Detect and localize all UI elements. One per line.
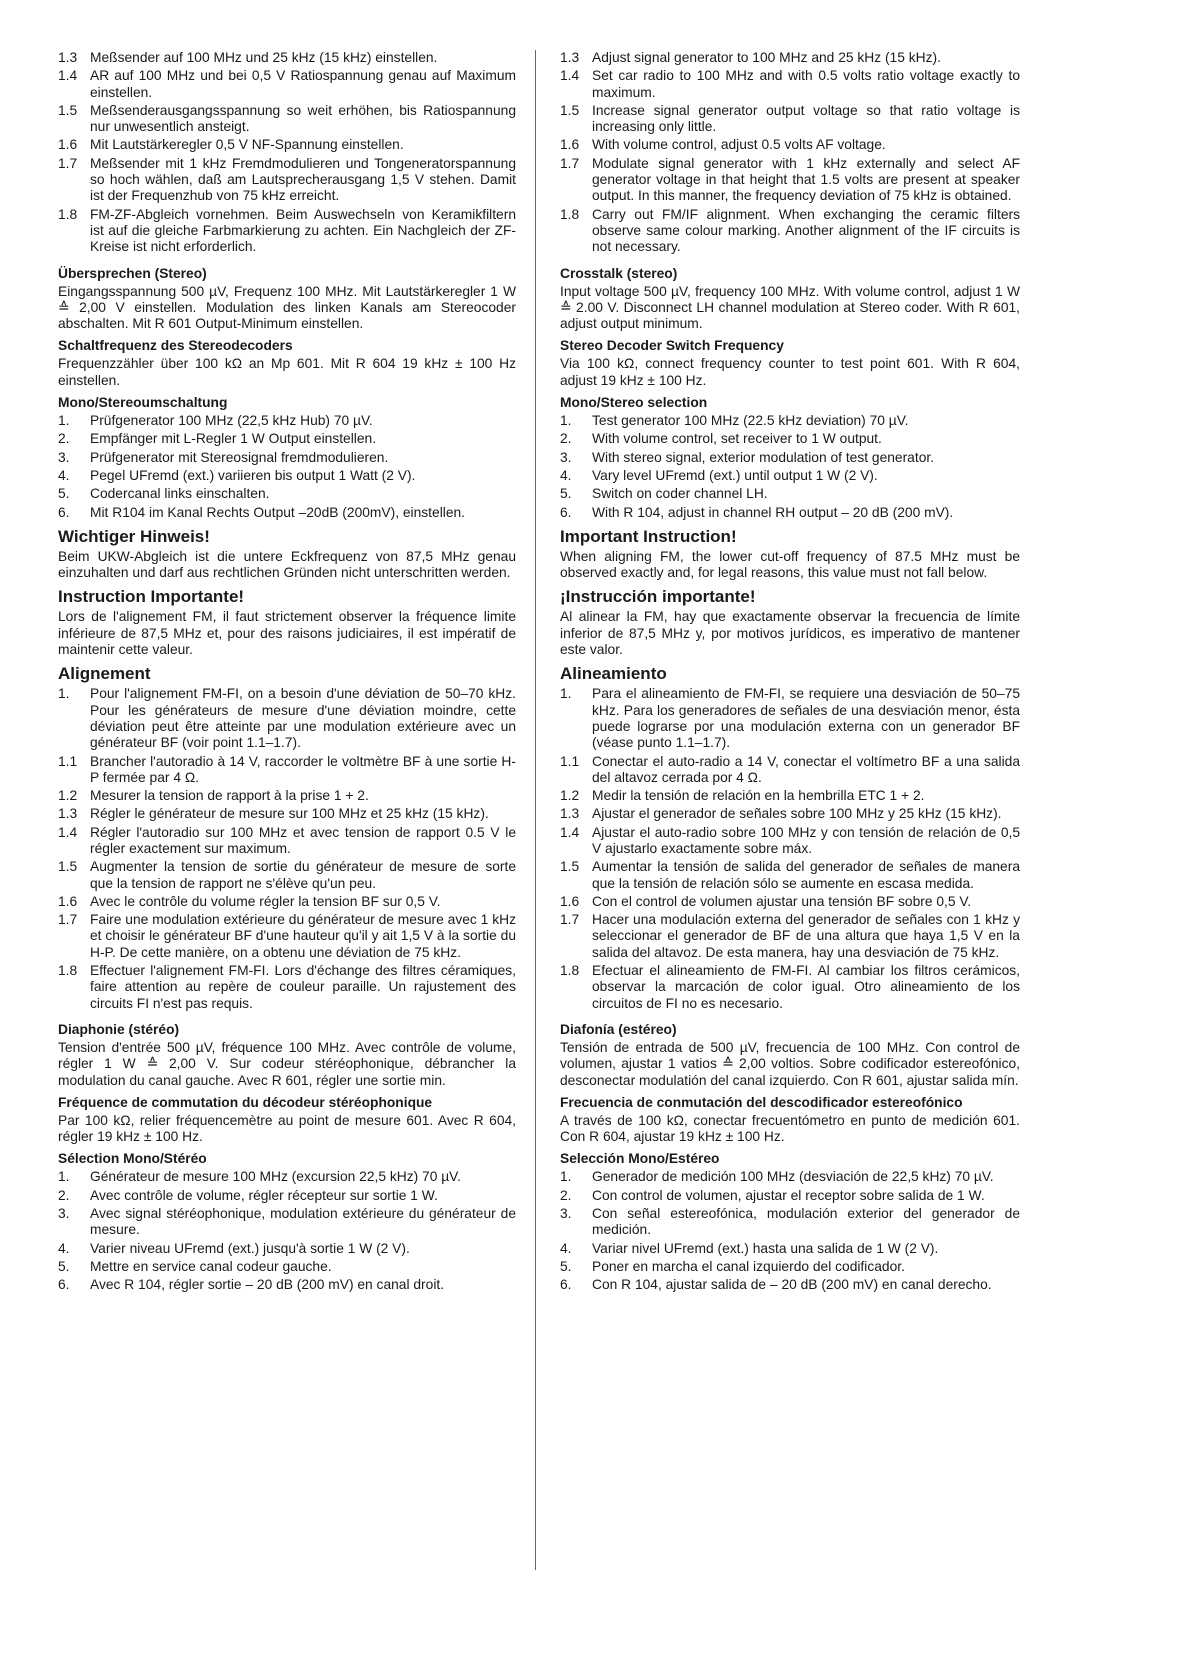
column-divider bbox=[535, 50, 536, 1570]
alignment-step-item bbox=[58, 859, 516, 892]
item-text: Para el alineamiento de FM-FI, se requiere una desviación de 50–75 kHz. Para los generadores de señales de una desviación menor, ésta puede lograrse por una modulación externa con un generador BF (véase punto 1.1–1.7). bbox=[592, 686, 1020, 751]
item-text: Poner en marcha el canal izquierdo del codificador. bbox=[592, 1258, 905, 1274]
alignment-step-item bbox=[58, 754, 516, 787]
item-text: Switch on coder channel LH. bbox=[592, 486, 768, 502]
item-number: 1.3 bbox=[58, 50, 78, 65]
alignment-step-item bbox=[560, 686, 1020, 751]
alignment-step-item bbox=[58, 68, 516, 101]
item-text: Avec contrôle de volume, régler récepteur sur sortie 1 W. bbox=[90, 1187, 438, 1203]
crosstalk-heading: Übersprechen (Stereo) bbox=[58, 265, 207, 281]
item-number: 6. bbox=[58, 1277, 70, 1293]
alignment-step-item bbox=[560, 50, 1020, 66]
item-text: Con R 104, ajustar salida de – 20 dB (200 mV) en canal derecho. bbox=[592, 1277, 992, 1293]
item-number: 1. bbox=[560, 1169, 572, 1185]
item-text: Régler l'autoradio sur 100 MHz et avec tension de rapport 0.5 V le régler exactement sur maximum. bbox=[90, 824, 516, 856]
switch-frequency-heading: Fréquence de commutation du décodeur stéréophonique bbox=[58, 1094, 433, 1110]
item-text: FM-ZF-Abgleich vornehmen. Beim Auswechseln von Keramikfiltern ist auf die gleiche Farbmarkierung zu achten. Ein Nachgleich der ZF-Kreise ist nicht erforderlich. bbox=[90, 206, 516, 255]
important-note-paragraph: When aligning FM, the lower cut-off frequency of 87.5 MHz must be observed exactly and, for legal reasons, this value must not fall below. bbox=[560, 548, 1020, 581]
item-number: 1.5 bbox=[58, 859, 78, 875]
item-text: Efectuar el alineamiento de FM-FI. Al cambiar los filtros cerámicos, observar la marcación de color igual. Otro alineamiento de los circuitos de FI no es necesario. bbox=[592, 963, 1020, 1011]
alignment-step-item bbox=[58, 963, 516, 1012]
item-number: 5. bbox=[58, 1258, 70, 1274]
item-text: Conectar el auto-radio a 14 V, conectar el voltímetro BF a una salida del altavoz cerrada por 4 Ω. bbox=[592, 753, 1020, 785]
mono-stereo-heading: Sélection Mono/Stéréo bbox=[58, 1151, 207, 1167]
item-number: 1.6 bbox=[58, 137, 78, 153]
item-number: 1. bbox=[58, 413, 70, 429]
item-text: Con señal estereofónica, modulación exterior del generador de medición. bbox=[592, 1206, 1020, 1238]
item-text: Faire une modulation extérieure du générateur de mesure avec 1 kHz et choisir le générateur BF d'une hauteur qu'il y ait 1,5 V à la sortie du H-P. De cette manière, on a obtenu une déviation de 75 kHz. bbox=[90, 912, 516, 960]
item-text: Régler le générateur de mesure sur 100 MHz et 25 kHz (15 kHz). bbox=[90, 806, 489, 822]
item-text: Meßsenderausgangsspannung so weit erhöhen, bis Ratiospannung nur unwesentlich ansteigt. bbox=[90, 102, 516, 135]
item-text: Test generator 100 MHz (22.5 kHz deviation) 70 µV. bbox=[592, 413, 909, 429]
mono-stereo-step-item bbox=[560, 1259, 1020, 1275]
item-number: 6. bbox=[58, 504, 70, 520]
item-number: 1.3 bbox=[560, 806, 580, 822]
item-text: Aumentar la tensión de salida del generador de señales de manera que la tensión de relación sólo se aumente en escasa medida. bbox=[592, 859, 1020, 891]
item-number: 1.5 bbox=[560, 859, 580, 875]
item-text: AR auf 100 MHz und bei 0,5 V Ratiospannung genau auf Maximum einstellen. bbox=[90, 68, 516, 100]
item-text: Avec le contrôle du volume régler la tension BF sur 0,5 V. bbox=[90, 893, 441, 909]
item-number: 5. bbox=[58, 486, 70, 502]
important-note-heading: Wichtiger Hinweis! bbox=[58, 526, 210, 546]
item-text: Mit R104 im Kanal Rechts Output –20dB (200mV), einstellen. bbox=[90, 504, 466, 520]
item-text: Avec signal stéréophonique, modulation extérieure du générateur de mesure. bbox=[90, 1206, 516, 1238]
alignment-step-item bbox=[58, 207, 516, 256]
alignment-step-item bbox=[58, 806, 516, 822]
item-number: 1.7 bbox=[58, 912, 78, 928]
item-number: 1.8 bbox=[560, 963, 580, 979]
mono-stereo-step-item bbox=[58, 1277, 516, 1293]
item-text: Con control de volumen, ajustar el receptor sobre salida de 1 W. bbox=[592, 1187, 985, 1203]
item-text: Increase signal generator output voltage so that ratio voltage is increasing only little. bbox=[592, 102, 1020, 135]
item-number: 1.2 bbox=[58, 788, 78, 804]
alignment-step-item bbox=[560, 68, 1020, 101]
item-number: 1.2 bbox=[560, 788, 580, 804]
item-text: Codercanal links einschalten. bbox=[90, 486, 270, 502]
item-number: 1.1 bbox=[58, 753, 78, 769]
alignment-step-item bbox=[58, 156, 516, 205]
item-text: Carry out FM/IF alignment. When exchanging the ceramic filters observe same colour marking. Another alignment of the IF circuits is not necessary. bbox=[592, 206, 1020, 255]
alignment-step-item bbox=[560, 754, 1020, 787]
item-text: Ajustar el auto-radio sobre 100 MHz y con tensión de relación de 0,5 V ajustarlo exactamente sobre máx. bbox=[592, 824, 1020, 856]
item-number: 1.5 bbox=[560, 102, 580, 118]
item-number: 1. bbox=[58, 686, 70, 702]
item-number: 1.7 bbox=[560, 155, 580, 171]
item-text: Modulate signal generator with 1 kHz externally and select AF generator voltage in that height that 1.5 volts are present at speaker output. In this manner, the frequency deviation of 75 kHz is obtained. bbox=[592, 155, 1020, 204]
instruction-heading: Instruction Importante! bbox=[58, 587, 245, 607]
item-number: 2. bbox=[560, 431, 572, 447]
mono-stereo-step-item bbox=[560, 1169, 1020, 1185]
mono-stereo-step-item bbox=[58, 431, 516, 447]
switch-frequency-paragraph: Frequenzzähler über 100 kΩ an Mp 601. Mit R 604 19 kHz ± 100 Hz einstellen. bbox=[58, 356, 516, 388]
mono-stereo-step-item bbox=[560, 468, 1020, 484]
alignment-step-item bbox=[560, 103, 1020, 136]
switch-frequency-heading: Frecuencia de conmutación del descodificador estereofónico bbox=[560, 1094, 963, 1110]
mono-stereo-step-item bbox=[560, 413, 1020, 429]
switch-frequency-paragraph: A través de 100 kΩ, conectar frecuentómetro en punto de medición 601. Con R 604, ajustar 19 kHz ± 100 Hz. bbox=[560, 1112, 1020, 1145]
alignment-step-item bbox=[560, 894, 1020, 910]
mono-stereo-step-item bbox=[58, 413, 516, 429]
mono-stereo-step-item bbox=[560, 486, 1020, 502]
item-text: Hacer una modulación externa del generador de señales con 1 kHz y seleccionar el generador de BF de una altura que haya 1,5 V en la salida del altavoz. De esta manera, hay una desviación de 75 kHz. bbox=[592, 912, 1020, 960]
mono-stereo-heading: Mono/Stereoumschaltung bbox=[58, 395, 228, 411]
mono-stereo-heading: Mono/Stereo selection bbox=[560, 395, 708, 411]
item-text: Ajustar el generador de señales sobre 100 MHz y 25 kHz (15 kHz). bbox=[592, 806, 1002, 822]
switch-frequency-heading: Schaltfrequenz des Stereodecoders bbox=[58, 338, 293, 354]
important-note-paragraph: Beim UKW-Abgleich ist die untere Eckfrequenz von 87,5 MHz genau einzuhalten und darf aus rechtlichen Gründen nicht unterschritten werden. bbox=[58, 548, 516, 581]
mono-stereo-step-item bbox=[560, 1188, 1020, 1204]
instruction-paragraph: Lors de l'alignement FM, il faut strictement observer la fréquence limite inférieure de 87,5 MHz et, pour des raisons judiciaires, il est impératif de maintenir cette valeur. bbox=[58, 609, 516, 658]
item-number: 1.4 bbox=[560, 68, 580, 84]
mono-stereo-step-item bbox=[560, 431, 1020, 447]
item-text: Vary level UFremd (ext.) until output 1 W (2 V). bbox=[592, 467, 878, 483]
mono-stereo-step-item bbox=[58, 450, 516, 466]
alignment-step-item bbox=[58, 912, 516, 961]
item-number: 1.8 bbox=[58, 963, 78, 979]
alignment-step-item bbox=[560, 963, 1020, 1012]
item-number: 1.3 bbox=[560, 50, 580, 65]
item-text: Medir la tensión de relación en la hembrilla ETC 1 + 2. bbox=[592, 788, 925, 804]
mono-stereo-step-item bbox=[58, 1188, 516, 1204]
item-text: Pour l'alignement FM-FI, on a besoin d'une déviation de 50–70 kHz. Pour les générateurs de mesure d'une déviation moindre, cette déviation peut être atteinte par une modulation extérieure avec un générateur BF (voir point 1.1–1.7). bbox=[90, 686, 516, 751]
mono-stereo-step-item bbox=[560, 450, 1020, 466]
item-number: 3. bbox=[58, 1206, 70, 1222]
item-number: 3. bbox=[58, 449, 70, 465]
item-number: 4. bbox=[58, 467, 70, 483]
crosstalk-paragraph: Tensión de entrada de 500 µV, frecuencia de 100 MHz. Con control de volumen, ajustar 1 vatios ≙ 2,00 voltios. Sobre codificador estereofónico, desconectar modulatión del canal izquierdo. Con R 601, ajustar salida mín. bbox=[560, 1039, 1020, 1088]
item-number: 3. bbox=[560, 449, 572, 465]
item-number: 1.7 bbox=[58, 155, 78, 171]
alignment-heading: Alignement bbox=[58, 664, 151, 684]
item-number: 1.6 bbox=[560, 137, 580, 153]
alignment-step-item bbox=[58, 894, 516, 910]
mono-stereo-step-item bbox=[58, 468, 516, 484]
item-number: 1.8 bbox=[560, 206, 580, 222]
alignment-step-item bbox=[560, 859, 1020, 892]
item-text: Mesurer la tension de rapport à la prise 1 + 2. bbox=[90, 788, 369, 804]
alignment-step-item bbox=[560, 806, 1020, 822]
crosstalk-heading: Crosstalk (stereo) bbox=[560, 265, 678, 281]
mono-stereo-step-item bbox=[58, 1206, 516, 1239]
right-column bbox=[560, 50, 1020, 1296]
item-text: Variar nivel UFremd (ext.) hasta una salida de 1 W (2 V). bbox=[592, 1240, 939, 1256]
item-text: Varier niveau UFremd (ext.) jusqu'à sortie 1 W (2 V). bbox=[90, 1240, 410, 1256]
alignment-step-item bbox=[58, 788, 516, 804]
alignment-step-item bbox=[560, 156, 1020, 205]
alignment-step-item bbox=[560, 912, 1020, 961]
item-number: 3. bbox=[560, 1206, 572, 1222]
mono-stereo-step-item bbox=[58, 1169, 516, 1185]
item-number: 1.7 bbox=[560, 912, 580, 928]
item-number: 1. bbox=[560, 413, 572, 429]
instruction-paragraph: Al alinear la FM, hay que exactamente observar la frecuencia de límite inferior de 87,5 MHz y, por motivos jurídicos, es imperativo de mantener este valor. bbox=[560, 609, 1020, 658]
item-number: 6. bbox=[560, 1277, 572, 1293]
mono-stereo-step-item bbox=[560, 1241, 1020, 1257]
mono-stereo-step-item bbox=[560, 505, 1020, 521]
item-text: Set car radio to 100 MHz and with 0.5 volts ratio voltage exactly to maximum. bbox=[592, 68, 1020, 100]
item-number: 2. bbox=[58, 431, 70, 447]
item-text: Generador de medición 100 MHz (desviación de 22,5 kHz) 70 µV. bbox=[592, 1169, 994, 1185]
item-number: 1.4 bbox=[560, 824, 580, 840]
alignment-step-item bbox=[58, 825, 516, 858]
mono-stereo-step-item bbox=[560, 1277, 1020, 1293]
switch-frequency-heading: Stereo Decoder Switch Frequency bbox=[560, 338, 784, 354]
item-number: 6. bbox=[560, 504, 572, 520]
item-text: With volume control, adjust 0.5 volts AF voltage. bbox=[592, 137, 886, 153]
instruction-heading: ¡Instrucción importante! bbox=[560, 587, 756, 607]
item-text: With volume control, set receiver to 1 W output. bbox=[592, 431, 882, 447]
alignment-step-item bbox=[58, 103, 516, 136]
alignment-step-item bbox=[560, 788, 1020, 804]
item-text: Avec R 104, régler sortie – 20 dB (200 mV) en canal droit. bbox=[90, 1277, 445, 1293]
item-number: 4. bbox=[560, 467, 572, 483]
item-number: 1.1 bbox=[560, 753, 580, 769]
item-number: 1.5 bbox=[58, 102, 78, 118]
crosstalk-heading: Diaphonie (stéréo) bbox=[58, 1021, 180, 1037]
alignment-step-item bbox=[58, 686, 516, 751]
item-text: Prüfgenerator mit Stereosignal fremdmodulieren. bbox=[90, 449, 389, 465]
item-number: 2. bbox=[58, 1187, 70, 1203]
item-text: Effectuer l'alignement FM-FI. Lors d'échange des filtres céramiques, faire attention au repère de couleur paraille. Un rajustement des circuits FI n'est pas requis. bbox=[90, 963, 516, 1011]
item-number: 4. bbox=[560, 1240, 572, 1256]
item-number: 4. bbox=[58, 1240, 70, 1256]
item-text: Meßsender auf 100 MHz und 25 kHz (15 kHz) einstellen. bbox=[90, 50, 438, 65]
item-text: Mettre en service canal codeur gauche. bbox=[90, 1258, 332, 1274]
item-number: 1.6 bbox=[58, 893, 78, 909]
item-number: 1. bbox=[560, 686, 572, 702]
item-text: Con el control de volumen ajustar una tensión BF sobre 0,5 V. bbox=[592, 893, 972, 909]
item-text: Augmenter la tension de sortie du générateur de mesure de sorte que la tension de rapport ne s'élève qu'un peu. bbox=[90, 859, 516, 891]
item-text: Brancher l'autoradio à 14 V, raccorder le voltmètre BF à une sortie H-P fermée par 4 Ω. bbox=[90, 753, 516, 785]
item-number: 1.3 bbox=[58, 806, 78, 822]
alignment-step-item bbox=[560, 137, 1020, 153]
mono-stereo-step-item bbox=[58, 1259, 516, 1275]
item-text: Générateur de mesure 100 MHz (excursion 22,5 kHz) 70 µV. bbox=[90, 1169, 461, 1185]
mono-stereo-step-item bbox=[58, 1241, 516, 1257]
crosstalk-paragraph: Tension d'entrée 500 µV, fréquence 100 MHz. Avec contrôle de volume, régler 1 W ≙ 2,00 V. Sur codeur stéréophonique, débrancher la modulation du canal gauche. Avec R 601, régler une sortie min. bbox=[58, 1039, 516, 1088]
alignment-step-item bbox=[58, 137, 516, 153]
item-number: 1.6 bbox=[560, 893, 580, 909]
item-number: 2. bbox=[560, 1187, 572, 1203]
item-number: 1. bbox=[58, 1169, 70, 1185]
alignment-step-item bbox=[560, 825, 1020, 858]
alignment-step-item bbox=[560, 207, 1020, 256]
item-text: Pegel UFremd (ext.) variieren bis output 1 Watt (2 V). bbox=[90, 467, 416, 483]
item-text: Meßsender mit 1 kHz Fremdmodulieren und Tongeneratorspannung so hoch wählen, daß am Lautsprecherausgang 1,5 V stehen. Damit ist der Frequenzhub von 75 kHz erreicht. bbox=[90, 155, 516, 204]
switch-frequency-paragraph: Par 100 kΩ, relier fréquencemètre au point de mesure 601. Avec R 604, régler 19 kHz ± 100 Hz. bbox=[58, 1112, 516, 1145]
mono-stereo-step-item bbox=[58, 486, 516, 502]
important-note-heading: Important Instruction! bbox=[560, 526, 737, 546]
item-number: 5. bbox=[560, 1258, 572, 1274]
item-number: 1.4 bbox=[58, 68, 78, 84]
item-text: With R 104, adjust in channel RH output – 20 dB (200 mV). bbox=[592, 504, 954, 520]
switch-frequency-paragraph: Via 100 kΩ, connect frequency counter to test point 601. With R 604, adjust 19 kHz ± 100 Hz. bbox=[560, 356, 1020, 388]
crosstalk-paragraph: Eingangsspannung 500 µV, Frequenz 100 MHz. Mit Lautstärkeregler 1 W ≙ 2,00 V einstellen. Modulation des linken Kanals am Stereocoder abschalten. Mit R 601 Output-Minimum einstellen. bbox=[58, 283, 516, 332]
alignment-heading: Alineamiento bbox=[560, 664, 667, 684]
item-text: Adjust signal generator to 100 MHz and 25 kHz (15 kHz). bbox=[592, 50, 941, 65]
mono-stereo-step-item bbox=[58, 505, 516, 521]
item-number: 5. bbox=[560, 486, 572, 502]
item-text: With stereo signal, exterior modulation of test generator. bbox=[592, 449, 935, 465]
alignment-step-item bbox=[58, 50, 516, 66]
mono-stereo-step-item bbox=[560, 1206, 1020, 1239]
item-text: Empfänger mit L-Regler 1 W Output einstellen. bbox=[90, 431, 377, 447]
left-column bbox=[58, 50, 516, 1296]
crosstalk-heading: Diafonía (estéreo) bbox=[560, 1021, 677, 1037]
item-number: 1.4 bbox=[58, 824, 78, 840]
item-text: Prüfgenerator 100 MHz (22,5 kHz Hub) 70 µV. bbox=[90, 413, 373, 429]
mono-stereo-heading: Selección Mono/Estéreo bbox=[560, 1151, 720, 1167]
item-number: 1.8 bbox=[58, 206, 78, 222]
crosstalk-paragraph: Input voltage 500 µV, frequency 100 MHz. With volume control, adjust 1 W ≙ 2.00 V. Disconnect LH channel modulation at Stereo coder. With R 601, adjust output minimum. bbox=[560, 283, 1020, 332]
item-text: Mit Lautstärkeregler 0,5 V NF-Spannung einstellen. bbox=[90, 137, 404, 153]
